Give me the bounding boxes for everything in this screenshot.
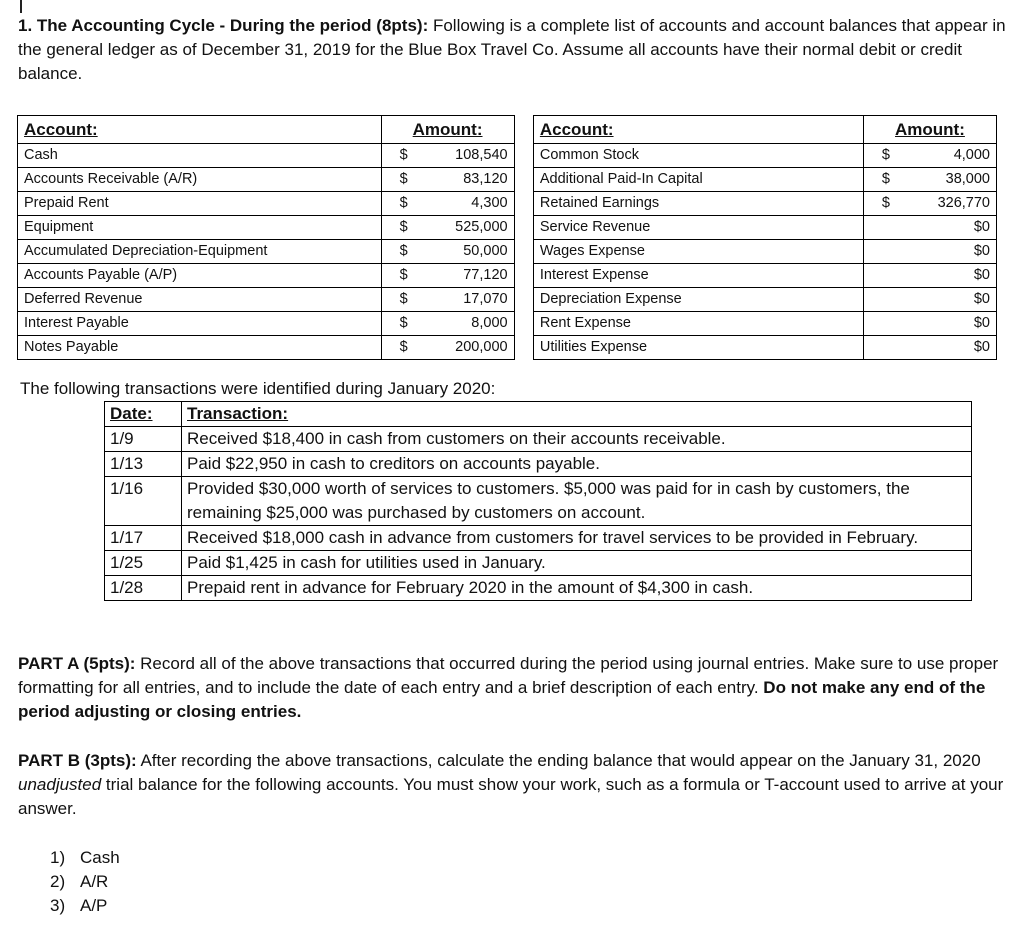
transaction-text: Received $18,400 in cash from customers on their accounts receivable. [182, 427, 972, 452]
amount-value: 17,070 [463, 291, 508, 307]
transaction-text: Paid $1,425 in cash for utilities used in January. [182, 551, 972, 576]
list-number: 1) [50, 848, 66, 867]
amount-value: $0 [973, 315, 990, 331]
part-b [18, 749, 1008, 821]
accounts-row [18, 264, 997, 288]
transaction-row [105, 452, 972, 477]
accounts-row [18, 168, 997, 192]
amount-value: 4,300 [471, 195, 508, 211]
list-item [50, 870, 120, 894]
text-cursor [20, 0, 22, 13]
amount-value: 326,770 [937, 195, 990, 211]
part-a [18, 652, 1008, 724]
account-name: Wages Expense [533, 240, 863, 264]
list-item [50, 894, 120, 918]
accounts-table-header [18, 116, 997, 144]
account-name: Rent Expense [533, 312, 863, 336]
account-name: Interest Payable [18, 312, 382, 336]
accounts-row [18, 312, 997, 336]
amount-value: 77,120 [463, 267, 508, 283]
list-label: A/R [80, 872, 109, 891]
question-intro: Following is a complete list of accounts and account balances that appear in the general ledger as of December 31, 2019 for the Blue Box Travel Co. Assume all accounts have their normal debit or credit balance. [18, 16, 1006, 83]
dollar-sign: $ [399, 243, 408, 259]
account-amount [863, 192, 996, 216]
transaction-text: Received $18,000 cash in advance from customers for travel services to be provided in February. [182, 526, 972, 551]
dollar-sign: $ [399, 171, 408, 187]
header-transaction: Transaction: [182, 402, 972, 427]
account-amount [863, 216, 996, 240]
account-name: Depreciation Expense [533, 288, 863, 312]
account-amount [381, 312, 514, 336]
dollar-sign: $ [399, 195, 408, 211]
account-amount [381, 168, 514, 192]
account-amount [381, 192, 514, 216]
part-b-label: PART B (3pts): [18, 751, 137, 770]
account-amount [863, 144, 996, 168]
account-name: Interest Expense [533, 264, 863, 288]
dollar-sign: $ [399, 291, 408, 307]
account-name: Equipment [18, 216, 382, 240]
account-name: Cash [18, 144, 382, 168]
amount-value: 38,000 [945, 171, 990, 187]
account-amount [863, 312, 996, 336]
question-title: 1. The Accounting Cycle - During the period (8pts): [18, 16, 429, 35]
account-name: Service Revenue [533, 216, 863, 240]
account-amount [381, 144, 514, 168]
accounts-table [17, 115, 997, 355]
amount-value: 8,000 [471, 315, 508, 331]
list-number: 2) [50, 872, 66, 891]
account-name: Notes Payable [18, 336, 382, 360]
part-a-text: Record all of the above transactions that occurred during the period using journal entries. Make sure to use proper formatting for all entries, and to include the date of each entry and a brief description of each entry. [18, 654, 999, 697]
list-number: 3) [50, 896, 66, 915]
header-date: Date: [105, 402, 182, 427]
transaction-date: 1/13 [105, 452, 182, 477]
transaction-row [105, 427, 972, 452]
header-account-left: Account: [18, 116, 382, 144]
transaction-date: 1/9 [105, 427, 182, 452]
account-name: Accounts Payable (A/P) [18, 264, 382, 288]
dollar-sign: $ [399, 267, 408, 283]
account-amount [381, 264, 514, 288]
account-name: Deferred Revenue [18, 288, 382, 312]
list-item [50, 846, 120, 870]
dollar-sign: $ [399, 147, 408, 163]
header-account-right: Account: [533, 116, 863, 144]
transaction-text: Prepaid rent in advance for February 2020 in the amount of $4,300 in cash. [182, 576, 972, 601]
part-b-text-after: trial balance for the following accounts. You must show your work, such as a formula or T-account used to arrive at your answer. [18, 775, 1004, 818]
account-amount [863, 264, 996, 288]
account-name: Retained Earnings [533, 192, 863, 216]
transaction-date: 1/25 [105, 551, 182, 576]
dollar-sign: $ [881, 147, 890, 163]
account-amount [381, 240, 514, 264]
amount-value: $0 [973, 219, 990, 235]
transactions-table-header [105, 402, 972, 427]
amount-value: 4,000 [953, 147, 990, 163]
accounts-row [18, 336, 997, 360]
accounts-row [18, 288, 997, 312]
transaction-row [105, 526, 972, 551]
account-amount [381, 288, 514, 312]
account-name: Common Stock [533, 144, 863, 168]
transaction-text: Provided $30,000 worth of services to customers. $5,000 was paid for in cash by customers, the remaining $25,000 was purchased by customers on account. [182, 477, 972, 526]
header-amount-right: Amount: [863, 116, 996, 144]
transaction-date: 1/17 [105, 526, 182, 551]
transaction-row [105, 576, 972, 601]
amount-value: $0 [973, 267, 990, 283]
dollar-sign: $ [399, 339, 408, 355]
account-amount [381, 216, 514, 240]
list-label: Cash [80, 848, 120, 867]
transaction-row [105, 551, 972, 576]
answer-list [50, 846, 120, 918]
account-name: Prepaid Rent [18, 192, 382, 216]
transaction-date: 1/28 [105, 576, 182, 601]
dollar-sign: $ [399, 219, 408, 235]
transactions-table [104, 401, 972, 601]
amount-value: $0 [973, 339, 990, 355]
accounts-row [18, 240, 997, 264]
amount-value: 83,120 [463, 171, 508, 187]
amount-value: $0 [973, 291, 990, 307]
accounts-row [18, 192, 997, 216]
account-name: Accumulated Depreciation-Equipment [18, 240, 382, 264]
list-label: A/P [80, 896, 108, 915]
header-amount-left: Amount: [381, 116, 514, 144]
amount-value: $0 [973, 243, 990, 259]
account-name: Accounts Receivable (A/R) [18, 168, 382, 192]
dollar-sign: $ [881, 171, 890, 187]
amount-value: 525,000 [455, 219, 508, 235]
account-name: Utilities Expense [533, 336, 863, 360]
part-b-text-before: After recording the above transactions, calculate the ending balance that would appear on the January 31, 2020 [136, 751, 981, 770]
amount-value: 50,000 [463, 243, 508, 259]
dollar-sign: $ [881, 195, 890, 211]
amount-value: 108,540 [455, 147, 508, 163]
account-amount [863, 288, 996, 312]
account-amount [863, 168, 996, 192]
account-amount [863, 240, 996, 264]
account-amount [381, 336, 514, 360]
amount-value: 200,000 [455, 339, 508, 355]
part-b-italic: unadjusted [18, 775, 102, 794]
part-a-label: PART A (5pts): [18, 654, 136, 673]
part-a-bold-tail: Do not make any end of the period adjusting or closing entries. [18, 678, 986, 721]
accounts-row [18, 216, 997, 240]
transaction-date: 1/16 [105, 477, 182, 526]
question-heading [18, 14, 1008, 86]
account-amount [863, 336, 996, 360]
dollar-sign: $ [399, 315, 408, 331]
account-name: Additional Paid-In Capital [533, 168, 863, 192]
transaction-text: Paid $22,950 in cash to creditors on accounts payable. [182, 452, 972, 477]
accounts-row [18, 144, 997, 168]
transactions-intro: The following transactions were identified during January 2020: [20, 379, 496, 398]
transaction-row [105, 477, 972, 526]
